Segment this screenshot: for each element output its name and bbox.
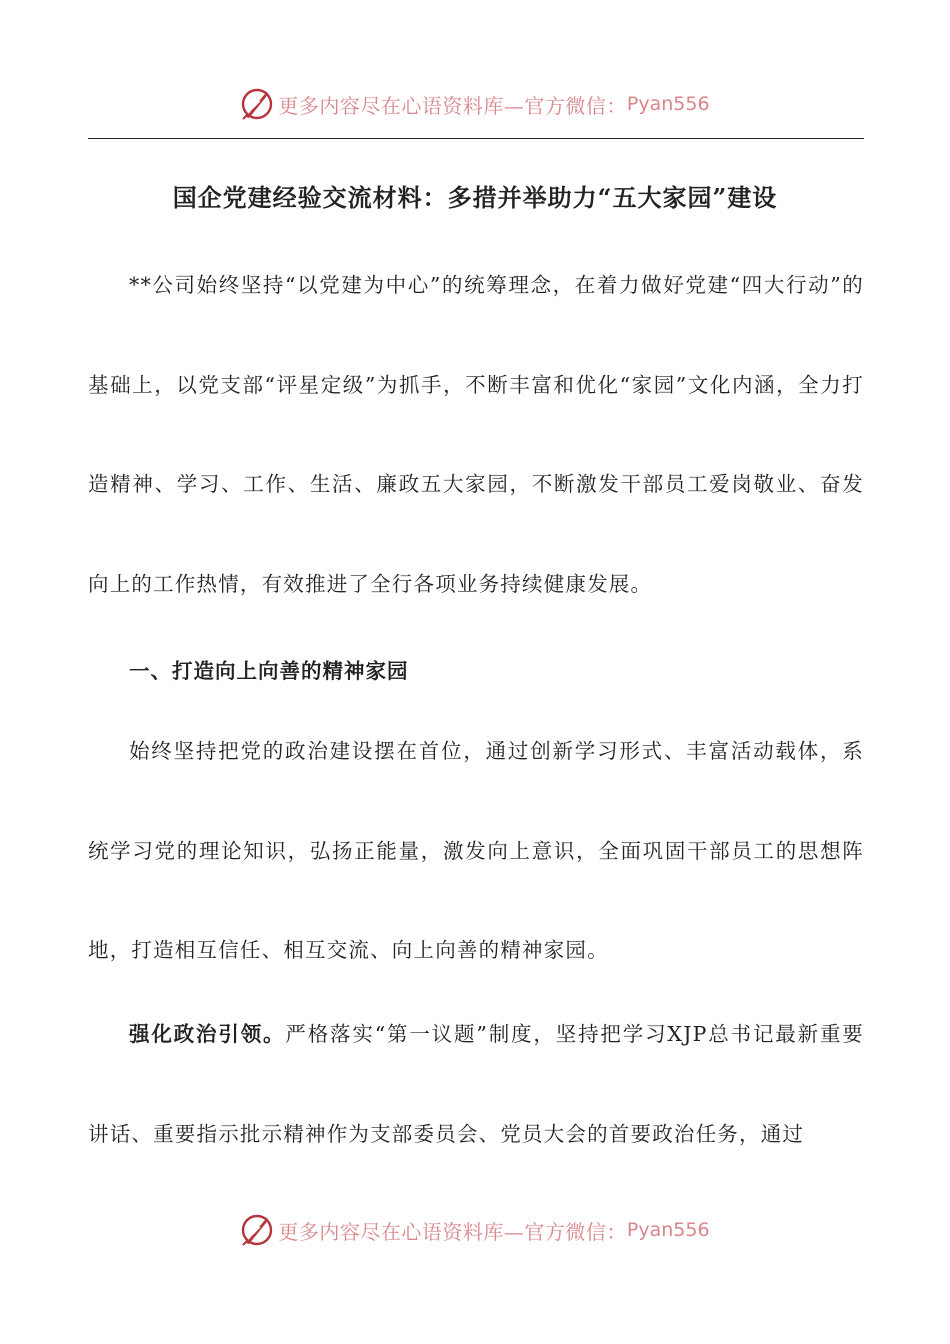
quill-logo-icon — [240, 1213, 274, 1247]
point-paragraph — [88, 985, 864, 1184]
banner-text: 更多内容尽在心语资料库—官方微信： — [278, 1219, 627, 1244]
section-heading: 一、打造向上向善的精神家园 — [129, 659, 409, 683]
footer-banner — [0, 1210, 950, 1250]
banner-text: 更多内容尽在心语资料库—官方微信： — [278, 93, 627, 118]
quill-logo-icon — [240, 87, 274, 121]
header-banner — [0, 84, 950, 124]
section1-block — [88, 702, 864, 1001]
document-title: 国企党建经验交流材料：多措并举助力“五大家园”建设 — [172, 183, 778, 212]
banner-wechat-id: Pyan556 — [626, 93, 710, 115]
section1-heading-block — [88, 654, 864, 684]
section-paragraph: 始终坚持把党的政治建设摆在首位，通过创新学习形式、丰富活动载体，系统学习党的理论知识，弘扬正能量，激发向上意识，全面巩固干部员工的思想阵地，打造相互信任、相互交流、向上向善的精神家园。 — [88, 739, 864, 962]
point1-block — [88, 985, 864, 1184]
intro-block — [88, 236, 864, 634]
header-divider — [88, 138, 864, 139]
point-lead: 强化政治引领。 — [129, 1022, 286, 1046]
intro-paragraph: **公司始终坚持“以党建为中心”的统筹理念，在着力做好党建“四大行动”的基础上，以党支部“评星定级”为抓手，不断丰富和优化“家园”文化内涵，全力打造精神、学习、工作、生活、廉政五大家园，不断激发干部员工爱岗敬业、奋发向上的工作热情，有效推进了全行各项业务持续健康发展。 — [88, 273, 864, 596]
point-text: 严格落实“第一议题”制度，坚持把学习XJP总书记最新重要讲话、重要指示批示精神作为支部委员会、党员大会的首要政治任务，通过 — [88, 1022, 864, 1146]
banner-wechat-id: Pyan556 — [626, 1219, 710, 1241]
